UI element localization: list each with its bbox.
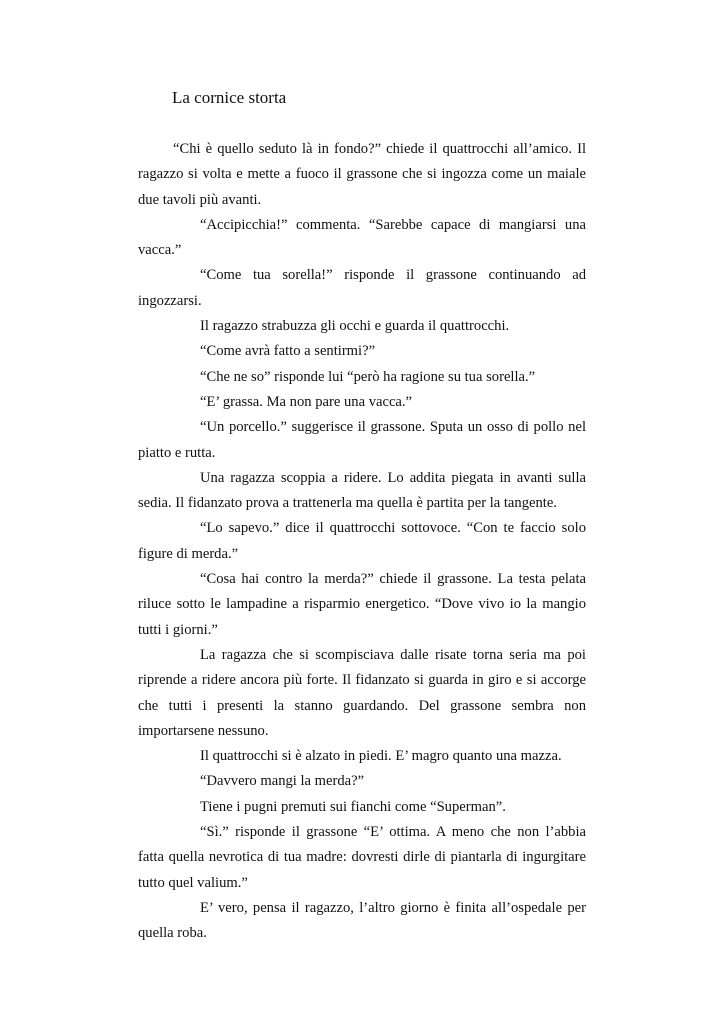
paragraph: Una ragazza scoppia a ridere. Lo addita piegata in avanti sulla sedia. Il fidanzato prova a trattenerla ma quella è partita per la tangente. [138, 469, 586, 512]
paragraph: Tiene i pugni premuti sui fianchi come “Superman”. [200, 798, 506, 815]
document-body [138, 137, 586, 947]
paragraph: “Che ne so” risponde lui “però ha ragione su tua sorella.” [200, 368, 536, 385]
paragraph: Il ragazzo strabuzza gli occhi e guarda il quattrocchi. [200, 318, 510, 335]
paragraph: “Come avrà fatto a sentirmi?” [200, 343, 376, 360]
paragraph: “Un porcello.” suggerisce il grassone. Sputa un osso di pollo nel piatto e rutta. [138, 419, 586, 461]
paragraph: “Accipicchia!” commenta. “Sarebbe capace di mangiarsi una vacca.” [138, 216, 586, 259]
paragraph: “Cosa hai contro la merda?” chiede il grassone. La testa pelata riluce sotto le lampadine a risparmio energetico. “Dove vivo io la mangio tutti i giorni.” [138, 571, 586, 638]
paragraph: “E’ grassa. Ma non pare una vacca.” [200, 393, 413, 410]
paragraph: “Davvero mangi la merda?” [200, 773, 365, 790]
paragraph: “Come tua sorella!” risponde il grassone continuando ad ingozzarsi. [138, 267, 586, 309]
paragraph: E’ vero, pensa il ragazzo, l’altro giorno è finita all’ospedale per quella roba. [138, 899, 586, 942]
document-title: La cornice storta [172, 88, 287, 107]
paragraph: La ragazza che si scompisciava dalle risate torna seria ma poi riprende a ridere ancora più forte. Il fidanzato si guarda in giro e si accorge che tutti i presenti la stanno guardando. Del grassone sembra non importarsene nessuno. [138, 646, 586, 739]
paragraph: “Lo sapevo.” dice il quattrocchi sottovoce. “Con te faccio solo figure di merda.” [138, 520, 586, 562]
paragraph: “Chi è quello seduto là in fondo?” chiede il quattrocchi all’amico. Il ragazzo si volta e mette a fuoco il grassone che si ingozza come un maiale due tavoli più avanti. [138, 141, 586, 208]
paragraph: “Sì.” risponde il grassone “E’ ottima. A meno che non l’abbia fatta quella nevrotica di tua madre: dovresti dirle di piantarla di ingurgitare tutto quel valium.” [138, 824, 586, 891]
paragraph: Il quattrocchi si è alzato in piedi. E’ magro quanto una mazza. [200, 748, 562, 765]
